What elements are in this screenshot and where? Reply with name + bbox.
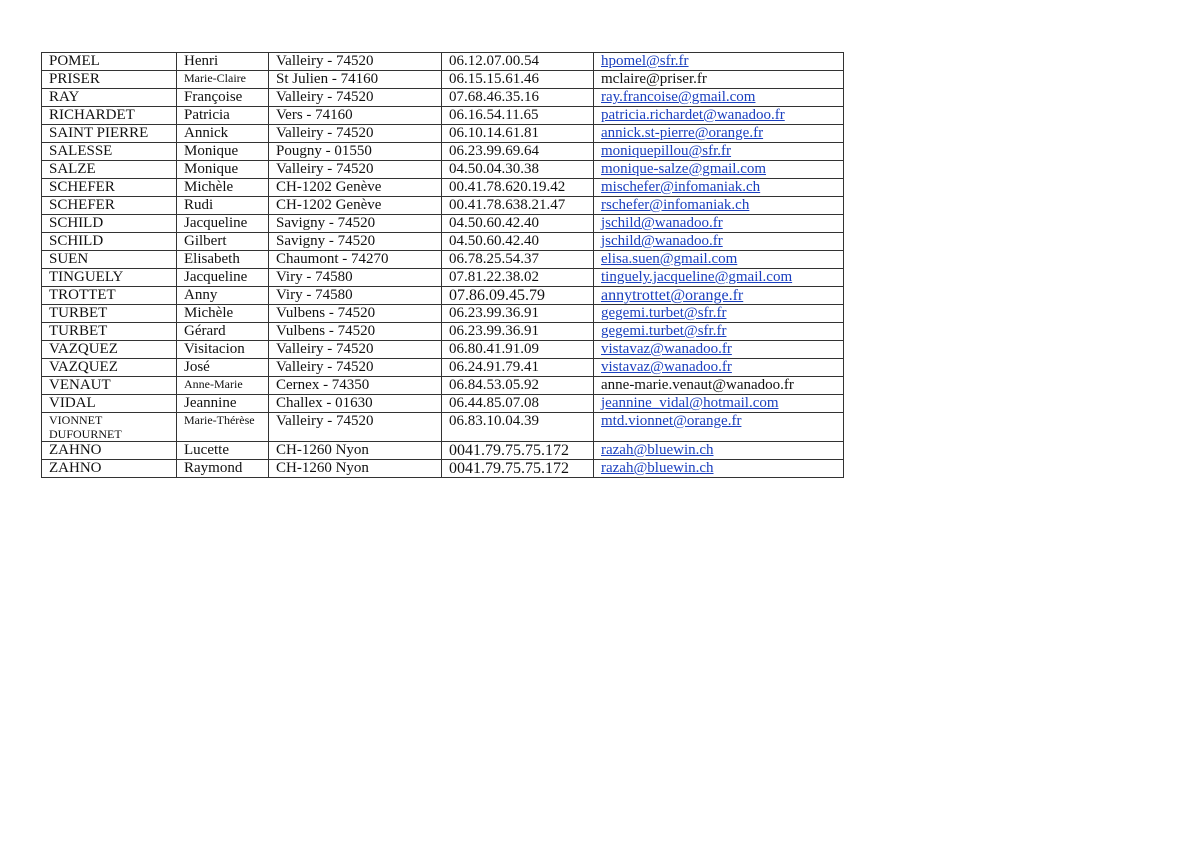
table-row xyxy=(42,269,844,287)
email-link[interactable]: mtd.vionnet@orange.fr xyxy=(601,413,742,429)
first-name-cell: Marie-Claire xyxy=(177,71,269,89)
email-cell xyxy=(594,215,844,233)
phone-cell: 06.78.25.54.37 xyxy=(442,251,594,269)
email-link[interactable]: moniquepillou@sfr.fr xyxy=(601,143,732,159)
email-link[interactable]: patricia.richardet@wanadoo.fr xyxy=(601,107,785,123)
last-name-cell: TINGUELY xyxy=(42,269,177,287)
city-cell: Savigny - 74520 xyxy=(269,233,442,251)
email-link[interactable]: jschild@wanadoo.fr xyxy=(601,233,723,249)
phone-cell: 06.23.99.36.91 xyxy=(442,305,594,323)
email-link[interactable]: jeannine_vidal@hotmail.com xyxy=(601,395,779,411)
phone-cell: 06.16.54.11.65 xyxy=(442,107,594,125)
first-name-cell: Marie-Thérèse xyxy=(177,413,269,442)
first-name-cell: Annick xyxy=(177,125,269,143)
last-name-cell: ZAHNO xyxy=(42,442,177,460)
table-row xyxy=(42,341,844,359)
first-name-cell: José xyxy=(177,359,269,377)
email-link[interactable]: annytrottet@orange.fr xyxy=(601,287,744,304)
table-row xyxy=(42,323,844,341)
email-link[interactable]: hpomel@sfr.fr xyxy=(601,53,689,69)
table-row xyxy=(42,460,844,478)
table-row xyxy=(42,305,844,323)
email-link[interactable]: rschefer@infomaniak.ch xyxy=(601,197,750,213)
table-row xyxy=(42,442,844,460)
city-cell: Cernex - 74350 xyxy=(269,377,442,395)
phone-cell: 06.84.53.05.92 xyxy=(442,377,594,395)
email-cell xyxy=(594,359,844,377)
city-cell: Valleiry - 74520 xyxy=(269,89,442,107)
phone-cell: 06.83.10.04.39 xyxy=(442,413,594,442)
email-cell xyxy=(594,377,844,395)
phone-cell: 04.50.60.42.40 xyxy=(442,233,594,251)
contact-directory-table xyxy=(41,52,844,478)
email-cell xyxy=(594,442,844,460)
city-cell: Valleiry - 74520 xyxy=(269,341,442,359)
city-cell: Viry - 74580 xyxy=(269,287,442,305)
last-name-cell: VAZQUEZ xyxy=(42,341,177,359)
table-row xyxy=(42,143,844,161)
city-cell: Valleiry - 74520 xyxy=(269,359,442,377)
first-name-cell: Lucette xyxy=(177,442,269,460)
phone-cell: 06.24.91.79.41 xyxy=(442,359,594,377)
email-link[interactable]: ray.francoise@gmail.com xyxy=(601,89,756,105)
email-link[interactable]: gegemi.turbet@sfr.fr xyxy=(601,323,727,339)
city-cell: Savigny - 74520 xyxy=(269,215,442,233)
city-cell: Valleiry - 74520 xyxy=(269,125,442,143)
table-row xyxy=(42,89,844,107)
phone-cell: 06.23.99.69.64 xyxy=(442,143,594,161)
table-row xyxy=(42,377,844,395)
last-name-cell: VAZQUEZ xyxy=(42,359,177,377)
email-cell xyxy=(594,460,844,478)
phone-cell: 07.86.09.45.79 xyxy=(442,287,594,305)
first-name-cell: Anne-Marie xyxy=(177,377,269,395)
phone-cell: 07.81.22.38.02 xyxy=(442,269,594,287)
first-name-cell: Rudi xyxy=(177,197,269,215)
last-name-cell: SAINT PIERRE xyxy=(42,125,177,143)
table-row xyxy=(42,125,844,143)
first-name-cell: Monique xyxy=(177,143,269,161)
first-name-cell: Françoise xyxy=(177,89,269,107)
last-name-cell: SALESSE xyxy=(42,143,177,161)
last-name-cell: TURBET xyxy=(42,323,177,341)
last-name-cell: SCHEFER xyxy=(42,197,177,215)
last-name-cell: PRISER xyxy=(42,71,177,89)
phone-cell: 04.50.04.30.38 xyxy=(442,161,594,179)
email-link[interactable]: elisa.suen@gmail.com xyxy=(601,251,738,267)
first-name-cell: Patricia xyxy=(177,107,269,125)
first-name-cell: Jacqueline xyxy=(177,215,269,233)
email-cell xyxy=(594,161,844,179)
email-cell xyxy=(594,71,844,89)
last-name-cell: RAY xyxy=(42,89,177,107)
city-cell: Pougny - 01550 xyxy=(269,143,442,161)
email-cell xyxy=(594,305,844,323)
city-cell: CH-1260 Nyon xyxy=(269,442,442,460)
last-name-cell: POMEL xyxy=(42,53,177,71)
city-cell: Vers - 74160 xyxy=(269,107,442,125)
email-cell xyxy=(594,125,844,143)
email-cell xyxy=(594,89,844,107)
first-name-cell: Elisabeth xyxy=(177,251,269,269)
email-text: mclaire@priser.fr xyxy=(601,71,707,87)
first-name-cell: Michèle xyxy=(177,179,269,197)
phone-cell: 0041.79.75.75.172 xyxy=(442,460,594,478)
phone-cell: 04.50.60.42.40 xyxy=(442,215,594,233)
city-cell: Chaumont - 74270 xyxy=(269,251,442,269)
table-row xyxy=(42,179,844,197)
email-text: anne-marie.venaut@wanadoo.fr xyxy=(601,377,794,393)
first-name-cell: Gilbert xyxy=(177,233,269,251)
last-name-cell: SUEN xyxy=(42,251,177,269)
last-name-cell: VENAUT xyxy=(42,377,177,395)
email-cell xyxy=(594,269,844,287)
last-name-cell: SCHILD xyxy=(42,233,177,251)
table-row xyxy=(42,197,844,215)
table-row xyxy=(42,251,844,269)
city-cell: CH-1202 Genève xyxy=(269,197,442,215)
table-row xyxy=(42,287,844,305)
table-row xyxy=(42,161,844,179)
city-cell: Vulbens - 74520 xyxy=(269,305,442,323)
phone-cell: 00.41.78.638.21.47 xyxy=(442,197,594,215)
email-link[interactable]: monique-salze@gmail.com xyxy=(601,161,767,177)
last-name-cell: TURBET xyxy=(42,305,177,323)
table-row xyxy=(42,107,844,125)
email-cell xyxy=(594,233,844,251)
phone-cell: 00.41.78.620.19.42 xyxy=(442,179,594,197)
city-cell: Vulbens - 74520 xyxy=(269,323,442,341)
city-cell: Viry - 74580 xyxy=(269,269,442,287)
phone-cell: 06.23.99.36.91 xyxy=(442,323,594,341)
last-name-cell: SCHEFER xyxy=(42,179,177,197)
city-cell: St Julien - 74160 xyxy=(269,71,442,89)
city-cell: Valleiry - 74520 xyxy=(269,53,442,71)
last-name-cell: TROTTET xyxy=(42,287,177,305)
first-name-cell: Raymond xyxy=(177,460,269,478)
table-row xyxy=(42,53,844,71)
table-row xyxy=(42,71,844,89)
email-cell xyxy=(594,287,844,305)
last-name-cell: ZAHNO xyxy=(42,460,177,478)
last-name-cell: SCHILD xyxy=(42,215,177,233)
phone-cell: 06.15.15.61.46 xyxy=(442,71,594,89)
first-name-cell: Michèle xyxy=(177,305,269,323)
first-name-cell: Monique xyxy=(177,161,269,179)
phone-cell: 06.44.85.07.08 xyxy=(442,395,594,413)
email-link[interactable]: vistavaz@wanadoo.fr xyxy=(601,341,732,357)
email-link[interactable]: jschild@wanadoo.fr xyxy=(601,215,723,231)
first-name-cell: Henri xyxy=(177,53,269,71)
table-row xyxy=(42,233,844,251)
first-name-cell: Gérard xyxy=(177,323,269,341)
first-name-cell: Jacqueline xyxy=(177,269,269,287)
phone-cell: 06.10.14.61.81 xyxy=(442,125,594,143)
city-cell: CH-1202 Genève xyxy=(269,179,442,197)
first-name-cell: Anny xyxy=(177,287,269,305)
email-link[interactable]: vistavaz@wanadoo.fr xyxy=(601,359,732,375)
email-link[interactable]: tinguely.jacqueline@gmail.com xyxy=(601,269,793,285)
email-link[interactable]: razah@bluewin.ch xyxy=(601,460,714,476)
first-name-cell: Jeannine xyxy=(177,395,269,413)
table-row xyxy=(42,395,844,413)
city-cell: Valleiry - 74520 xyxy=(269,413,442,442)
last-name-cell: RICHARDET xyxy=(42,107,177,125)
email-link[interactable]: annick.st-pierre@orange.fr xyxy=(601,125,764,141)
table-row xyxy=(42,413,844,442)
phone-cell: 0041.79.75.75.172 xyxy=(442,442,594,460)
city-cell: Challex - 01630 xyxy=(269,395,442,413)
last-name-cell: SALZE xyxy=(42,161,177,179)
email-cell xyxy=(594,179,844,197)
table-row xyxy=(42,215,844,233)
last-name-cell: VIONNET DUFOURNET xyxy=(42,413,177,442)
email-cell xyxy=(594,197,844,215)
city-cell: Valleiry - 74520 xyxy=(269,161,442,179)
table-row xyxy=(42,359,844,377)
email-link[interactable]: mischefer@infomaniak.ch xyxy=(601,179,761,195)
email-cell xyxy=(594,107,844,125)
email-cell xyxy=(594,251,844,269)
phone-cell: 07.68.46.35.16 xyxy=(442,89,594,107)
last-name-cell: VIDAL xyxy=(42,395,177,413)
city-cell: CH-1260 Nyon xyxy=(269,460,442,478)
phone-cell: 06.80.41.91.09 xyxy=(442,341,594,359)
email-cell xyxy=(594,323,844,341)
email-cell xyxy=(594,143,844,161)
email-cell xyxy=(594,413,844,442)
email-cell xyxy=(594,53,844,71)
phone-cell: 06.12.07.00.54 xyxy=(442,53,594,71)
email-link[interactable]: razah@bluewin.ch xyxy=(601,442,714,458)
first-name-cell: Visitacion xyxy=(177,341,269,359)
email-cell xyxy=(594,395,844,413)
email-link[interactable]: gegemi.turbet@sfr.fr xyxy=(601,305,727,321)
email-cell xyxy=(594,341,844,359)
